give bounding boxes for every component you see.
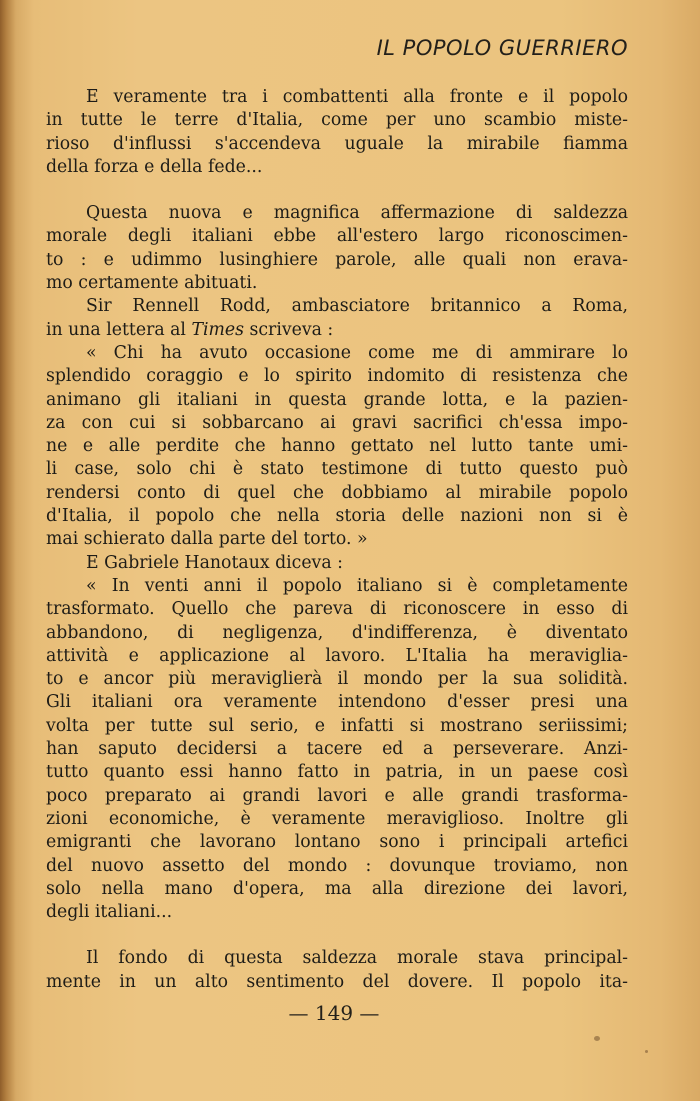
text-line: splendido coraggio e lo spirito indomito di resistenza che xyxy=(46,366,628,387)
paragraph-gap xyxy=(46,924,628,947)
paragraph-gap xyxy=(46,179,628,202)
paragraph-rodd-quote xyxy=(46,342,628,552)
text-line: volta per tutte sul serio, e infatti si mostrano seriissimi; xyxy=(46,715,628,736)
paragraph-3 xyxy=(46,295,628,342)
text-line: zioni economiche, è veramente meraviglioso. Inoltre gli xyxy=(46,808,628,829)
body-text xyxy=(46,86,628,994)
paragraph-hanotaux-intro xyxy=(46,552,628,575)
text-line: za con cui si sobbarcano ai gravi sacrifici ch'essa impo- xyxy=(46,412,628,433)
paper-speck xyxy=(594,1036,600,1041)
text-line: emigranti che lavorano lontano sono i principali artefici xyxy=(46,832,628,853)
text-line: degli italiani... xyxy=(46,902,173,923)
text-line: Questa nuova e magnifica affermazione di saldezza xyxy=(86,203,628,224)
text-line: mo certamente abituati. xyxy=(46,273,258,294)
text-line: E Gabriele Hanotaux diceva : xyxy=(86,552,343,573)
text-line: « Chi ha avuto occasione come me di ammirare lo xyxy=(86,342,628,363)
paragraph-2 xyxy=(46,202,628,295)
text-line: to e ancor più meraviglierà il mondo per la sua solidità. xyxy=(46,669,628,690)
paragraph-hanotaux-quote xyxy=(46,575,628,924)
text-line: mai schierato dalla parte del torto. » xyxy=(46,529,368,550)
text-line: han saputo decidersi a tacere ed a perseverare. Anzi- xyxy=(46,739,628,760)
text-line: rendersi conto di quel che dobbiamo al mirabile popolo xyxy=(46,482,628,503)
text-line: abbandono, di negligenza, d'indifferenza, è diventato xyxy=(46,622,628,643)
text-line: « In venti anni il popolo italiano si è completamente xyxy=(86,575,628,596)
text-line: tutto quanto essi hanno fatto in patria, in un paese così xyxy=(46,762,628,783)
text-line: Il fondo di questa saldezza morale stava principal- xyxy=(86,948,628,969)
text-line: rioso d'influssi s'accendeva uguale la mirabile fiamma xyxy=(46,133,628,154)
text-line: li case, solo chi è stato testimone di tutto questo può xyxy=(46,459,628,480)
running-header: IL POPOLO GUERRIERO xyxy=(376,36,628,60)
text-line xyxy=(46,319,628,342)
newspaper-title: Times xyxy=(191,319,245,340)
text-line: morale degli italiani ebbe all'estero largo riconoscimen- xyxy=(46,226,628,247)
text-line: trasformato. Quello che pareva di riconoscere in esso di xyxy=(46,599,628,620)
text-line: mente in un alto sentimento del dovere. Il popolo ita- xyxy=(46,971,628,992)
text-line: d'Italia, il popolo che nella storia delle nazioni non si è xyxy=(46,506,628,527)
text-fragment: in una lettera al xyxy=(46,319,192,340)
text-line: poco preparato ai grandi lavori e alle grandi trasforma- xyxy=(46,785,628,806)
page-number: — 149 — xyxy=(288,1001,380,1025)
text-line: to : e udimmo lusinghiere parole, alle quali non erava- xyxy=(46,249,628,270)
text-line: del nuovo assetto del mondo : dovunque troviamo, non xyxy=(46,855,628,876)
text-line: ne e alle perdite che hanno gettato nel lutto tante umi- xyxy=(46,436,628,457)
text-fragment: scriveva : xyxy=(244,319,334,340)
text-line: E veramente tra i combattenti alla fronte e il popolo xyxy=(86,87,628,107)
paragraph-1 xyxy=(46,86,628,179)
text-line: della forza e della fede... xyxy=(46,156,263,177)
text-line: in tutte le terre d'Italia, come per uno scambio miste- xyxy=(46,110,628,131)
paragraph-final xyxy=(46,947,628,994)
text-line: attività e applicazione al lavoro. L'Italia ha meraviglia- xyxy=(46,645,628,666)
paper-speck xyxy=(645,1050,648,1053)
text-line: Sir Rennell Rodd, ambasciatore britannico a Roma, xyxy=(86,296,628,317)
text-line: solo nella mano d'opera, ma alla direzione dei lavori, xyxy=(46,878,628,899)
text-line: animano gli italiani in questa grande lotta, e la pazien- xyxy=(46,389,628,410)
text-line: Gli italiani ora veramente intendono d'esser presi una xyxy=(46,692,628,713)
